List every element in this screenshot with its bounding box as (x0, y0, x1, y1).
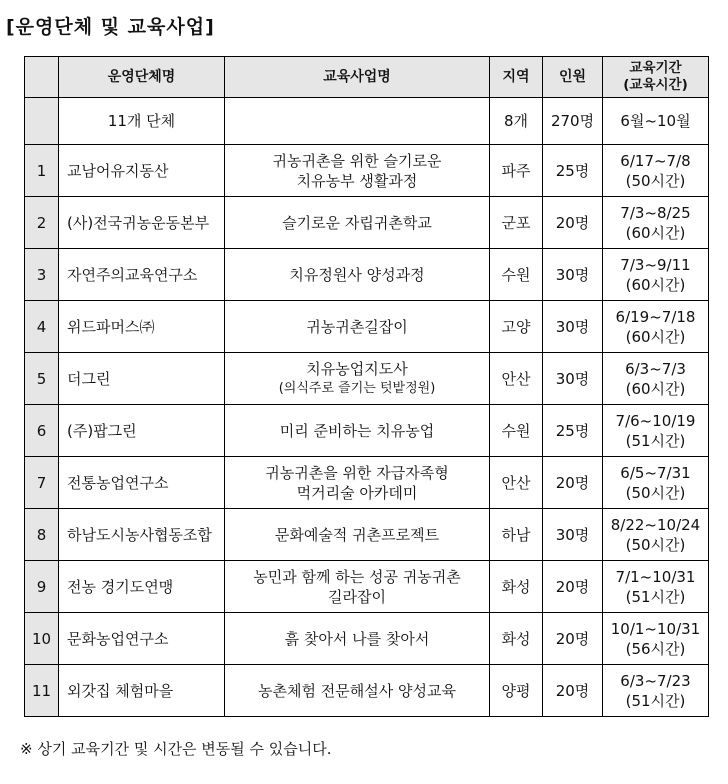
row-program-line1: 문화예술적 귀촌프로젝트 (274, 525, 440, 544)
row-program-line1: 귀농귀촌을 위한 자급자족형 (265, 463, 449, 482)
row-period (603, 197, 709, 249)
row-program-line2: 길라잡이 (328, 587, 386, 606)
row-org: (사)전국귀농운동본부 (59, 197, 225, 249)
row-region: 파주 (490, 145, 543, 197)
row-people: 20명 (543, 613, 603, 665)
row-index: 7 (25, 457, 59, 509)
table-row (25, 613, 709, 665)
row-period (603, 301, 709, 353)
row-period (603, 249, 709, 301)
row-dates: 8/22~10/24 (610, 515, 701, 534)
table-row (25, 561, 709, 613)
row-dates: 7/3~9/11 (620, 255, 691, 274)
row-index: 11 (25, 665, 59, 717)
row-people: 30명 (543, 353, 603, 405)
table-row (25, 197, 709, 249)
row-dates: 6/5~7/31 (620, 463, 691, 482)
row-program-line1: 슬기로운 자립귀촌학교 (282, 213, 432, 232)
row-program-line1: 치유정원사 양성과정 (289, 265, 425, 284)
page-title: [운영단체 및 교육사업] (6, 16, 215, 38)
row-region: 화성 (490, 561, 543, 613)
row-program-line1: 귀농귀촌길잡이 (306, 317, 408, 336)
row-org: 교남어유지동산 (59, 145, 225, 197)
row-people: 25명 (543, 145, 603, 197)
row-period (603, 561, 709, 613)
row-program (225, 353, 490, 405)
row-dates: 6/3~7/23 (620, 671, 691, 690)
row-period (603, 665, 709, 717)
row-program-line1: 미리 준비하는 치유농업 (279, 421, 435, 440)
row-org: 더그린 (59, 353, 225, 405)
header-region: 지역 (490, 57, 543, 98)
header-program: 교육사업명 (225, 57, 490, 98)
row-index: 5 (25, 353, 59, 405)
table-row (25, 665, 709, 717)
row-program (225, 249, 490, 301)
row-program (225, 301, 490, 353)
row-hours: (60시간) (625, 379, 686, 398)
row-program-line1: 농민과 함께 하는 성공 귀농귀촌 (253, 567, 461, 586)
row-region: 안산 (490, 457, 543, 509)
row-program (225, 457, 490, 509)
row-index: 10 (25, 613, 59, 665)
row-org: 전통농업연구소 (59, 457, 225, 509)
row-hours: (60시간) (625, 275, 686, 294)
row-people: 25명 (543, 405, 603, 457)
footnote: ※ 상기 교육기간 및 시간은 변동될 수 있습니다. (20, 740, 332, 758)
row-index: 6 (25, 405, 59, 457)
summary-people: 270명 (543, 98, 603, 145)
row-program-line2: 치유농부 생활과정 (296, 171, 418, 190)
row-people: 20명 (543, 665, 603, 717)
row-people: 20명 (543, 561, 603, 613)
row-period (603, 457, 709, 509)
row-dates: 7/6~10/19 (615, 411, 696, 430)
header-org: 운영단체명 (59, 57, 225, 98)
row-dates: 6/19~7/18 (615, 307, 696, 326)
table-header-row (25, 57, 709, 98)
row-program-line2: (의식주로 즐기는 텃밭정원) (278, 380, 436, 396)
header-period-label: 교육기간 (629, 60, 682, 76)
row-program (225, 509, 490, 561)
table-row (25, 457, 709, 509)
row-dates: 6/17~7/8 (620, 151, 691, 170)
row-org: 자연주의교육연구소 (59, 249, 225, 301)
row-org: 전농 경기도연맹 (59, 561, 225, 613)
row-hours: (50시간) (625, 535, 686, 554)
row-index: 4 (25, 301, 59, 353)
row-program (225, 197, 490, 249)
row-program-line2: 먹거리술 아카데미 (296, 483, 418, 502)
header-hours-label: (교육시간) (623, 77, 688, 93)
row-dates: 10/1~10/31 (610, 619, 701, 638)
row-people: 30명 (543, 301, 603, 353)
row-org: 하남도시농사협동조합 (59, 509, 225, 561)
row-region: 양평 (490, 665, 543, 717)
summary-period: 6월~10월 (603, 98, 709, 145)
summary-index (25, 98, 59, 145)
row-program-line1: 치유농업지도사 (306, 359, 408, 378)
row-org: (주)팝그린 (59, 405, 225, 457)
row-dates: 7/1~10/31 (615, 567, 696, 586)
row-period (603, 353, 709, 405)
row-index: 8 (25, 509, 59, 561)
row-people: 20명 (543, 197, 603, 249)
row-org: 외갓집 체험마을 (59, 665, 225, 717)
table-row (25, 353, 709, 405)
row-program (225, 405, 490, 457)
row-region: 안산 (490, 353, 543, 405)
summary-program (225, 98, 490, 145)
row-people: 20명 (543, 457, 603, 509)
row-dates: 6/3~7/3 (625, 359, 686, 378)
table-row (25, 145, 709, 197)
row-hours: (51시간) (625, 691, 686, 710)
row-program (225, 561, 490, 613)
row-index: 1 (25, 145, 59, 197)
row-hours: (60시간) (625, 327, 686, 346)
header-period (603, 57, 709, 98)
program-table (24, 56, 709, 717)
row-period (603, 405, 709, 457)
row-region: 고양 (490, 301, 543, 353)
row-org: 문화농업연구소 (59, 613, 225, 665)
row-program (225, 665, 490, 717)
row-program-line1: 흙 찾아서 나를 찾아서 (284, 629, 430, 648)
summary-region: 8개 (490, 98, 543, 145)
header-index (25, 57, 59, 98)
row-people: 30명 (543, 509, 603, 561)
row-period (603, 613, 709, 665)
row-dates: 7/3~8/25 (620, 203, 691, 222)
table-row (25, 509, 709, 561)
row-program (225, 145, 490, 197)
summary-row (25, 98, 709, 145)
row-hours: (56시간) (625, 639, 686, 658)
row-hours: (50시간) (625, 171, 686, 190)
row-hours: (50시간) (625, 483, 686, 502)
row-org: 위드파머스㈜ (59, 301, 225, 353)
table-row (25, 249, 709, 301)
header-people: 인원 (543, 57, 603, 98)
row-hours: (60시간) (625, 223, 686, 242)
row-region: 하남 (490, 509, 543, 561)
row-region: 화성 (490, 613, 543, 665)
row-period (603, 509, 709, 561)
row-index: 9 (25, 561, 59, 613)
row-region: 군포 (490, 197, 543, 249)
row-program-line1: 농촌체험 전문해설사 양성교육 (258, 681, 456, 700)
row-program-line1: 귀농귀촌을 위한 슬기로운 (272, 151, 442, 170)
row-period (603, 145, 709, 197)
table-row (25, 405, 709, 457)
row-region: 수원 (490, 249, 543, 301)
row-hours: (51시간) (625, 431, 686, 450)
row-people: 30명 (543, 249, 603, 301)
table-row (25, 301, 709, 353)
row-hours: (51시간) (625, 587, 686, 606)
row-program (225, 613, 490, 665)
row-region: 수원 (490, 405, 543, 457)
row-index: 2 (25, 197, 59, 249)
row-index: 3 (25, 249, 59, 301)
summary-org: 11개 단체 (59, 98, 225, 145)
